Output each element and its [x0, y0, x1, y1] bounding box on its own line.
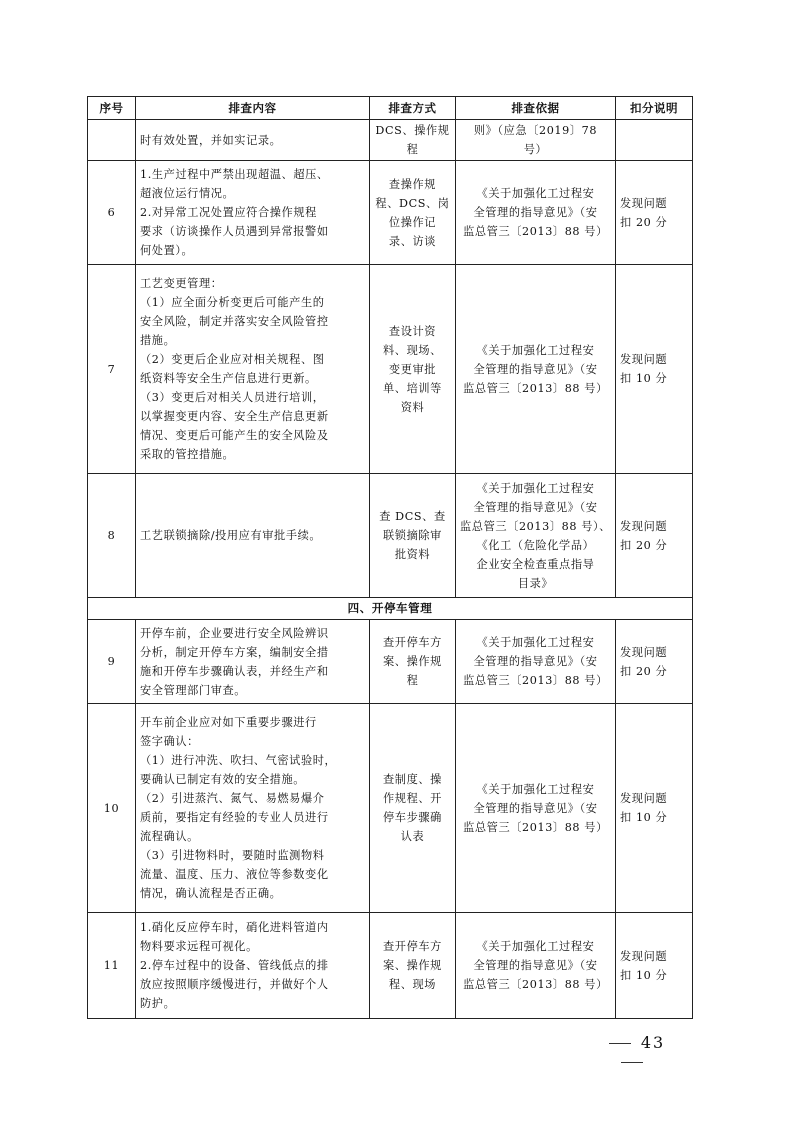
row-method-line: 资料	[400, 400, 425, 414]
row-method-line: 变更审批	[388, 362, 437, 376]
row-deduct	[616, 474, 693, 598]
row-content-line: 纸资料等安全生产信息进行更新。	[140, 372, 317, 385]
row-content	[136, 161, 370, 265]
row-deduct-line: 发现问题	[620, 353, 668, 366]
row-basis-line: 监总管三〔2013〕88 号）	[463, 674, 608, 687]
row-content-line: 开车前企业应对如下重要步骤进行	[140, 716, 317, 729]
row-deduct-line: 发现问题	[620, 792, 668, 805]
header-deduct: 扣分说明	[616, 97, 693, 120]
table-row	[88, 161, 693, 265]
row-basis-line: 全管理的指导意见》（安	[473, 801, 598, 815]
row-method-line: 查操作规	[388, 177, 437, 191]
header-no: 序号	[88, 97, 136, 120]
row-content-line: 签字确认：	[140, 735, 199, 748]
row-content-line: 质前，要指定有经验的专业人员进行	[140, 811, 329, 824]
row-number: 9	[88, 620, 136, 704]
row-basis-line: 监总管三〔2013〕88 号）、	[460, 519, 611, 533]
row-content-line: 放应按照顺序缓慢进行，并做好个人	[140, 978, 329, 991]
row-content-line: 以掌握变更内容、安全生产信息更新	[140, 410, 329, 423]
row-content-line: 开停车前，企业要进行安全风险辨识	[140, 626, 329, 640]
table-row	[88, 474, 693, 598]
row-method	[370, 913, 456, 1019]
row-method-line: 案、操作规	[383, 959, 442, 972]
row-content-line: （3）变更后对相关人员进行培训，	[140, 391, 325, 404]
row-number: 8	[88, 474, 136, 598]
row-basis	[456, 120, 616, 161]
row-content-line: 工艺联锁摘除/投用应有审批手续。	[140, 529, 322, 542]
row-method	[370, 161, 456, 265]
row-deduct	[616, 265, 693, 474]
row-deduct-line: 扣 20 分	[620, 664, 668, 678]
row-deduct	[616, 620, 693, 704]
row-basis-line: 则》（应急〔2019〕78	[473, 124, 598, 137]
row-basis	[456, 474, 616, 598]
row-content-line: 何处置）。	[140, 244, 194, 257]
row-number: 6	[88, 161, 136, 265]
row-deduct-line: 扣 10 分	[620, 811, 668, 824]
row-basis-line: 《关于加强化工过程安	[476, 343, 595, 357]
row-method-line: 停车步骤确	[383, 811, 442, 824]
row-method-line: 查 DCS、查	[379, 510, 446, 523]
row-basis-line: 号）	[523, 143, 548, 156]
row-method-line: 认表	[400, 830, 425, 843]
row-deduct-line: 发现问题	[620, 949, 668, 963]
row-method-line: 查开停车方	[383, 940, 442, 953]
row-content-line: 工艺变更管理：	[140, 277, 223, 290]
dash-left	[609, 1043, 631, 1044]
table-body-process	[88, 120, 693, 598]
row-deduct	[616, 704, 693, 913]
header-method: 排查方式	[370, 97, 456, 120]
row-method-line: 联锁摘除审	[383, 529, 442, 542]
header-basis: 排查依据	[456, 97, 616, 120]
row-method-line: 料、现场、	[383, 343, 442, 357]
row-deduct-line: 发现问题	[620, 645, 668, 659]
row-method-line: 录、访谈	[388, 234, 437, 248]
row-content-line: 采取的管控措施。	[140, 448, 235, 461]
row-method-line: 批资料	[394, 548, 431, 561]
row-content-line: 防护。	[140, 997, 176, 1010]
row-method-line: 位操作记	[388, 215, 437, 229]
row-number: 7	[88, 265, 136, 474]
row-content-line: 1.硝化反应停车时，硝化进料管道内	[140, 921, 329, 934]
row-content	[136, 265, 370, 474]
dash-right	[621, 1062, 643, 1063]
row-content-line: 物料要求远程可视化。	[140, 940, 258, 953]
row-basis-line: 全管理的指导意见》（安	[473, 500, 598, 514]
row-number: 11	[88, 913, 136, 1019]
table-row	[88, 620, 693, 704]
row-method-line: 查开停车方	[383, 636, 442, 649]
row-basis-line: 《关于加强化工过程安	[476, 940, 595, 953]
page-number: 43	[640, 1033, 666, 1052]
row-content-line: 安全风险，制定并落实安全风险管控	[140, 315, 329, 328]
table-row	[88, 913, 693, 1019]
row-basis-line: 企业安全检查重点指导	[476, 557, 595, 571]
row-content-line: 情况、变更后可能产生的安全风险及	[140, 429, 329, 442]
row-content-line: （1）应全面分析变更后可能产生的	[140, 296, 325, 309]
row-basis	[456, 913, 616, 1019]
row-basis	[456, 265, 616, 474]
row-method-line: 查制度、操	[383, 773, 442, 786]
row-content-line: 分析，制定开停车方案，编制安全措	[140, 645, 329, 659]
row-number	[88, 120, 136, 161]
row-content-line: （2）变更后企业应对相关规程、图	[140, 353, 325, 366]
row-content-line: 施和开停车步骤确认表，并经生产和	[140, 664, 329, 678]
row-content-line: 流量、温度、压力、液位等参数变化	[140, 868, 329, 881]
row-deduct	[616, 913, 693, 1019]
row-method-line: 程	[406, 674, 419, 687]
row-basis-line: 全管理的指导意见》（安	[473, 655, 598, 668]
row-method	[370, 704, 456, 913]
row-basis-line: 《关于加强化工过程安	[476, 782, 595, 796]
row-content-line: （3）引进物料时，要随时监测物料	[140, 849, 325, 862]
row-deduct	[616, 120, 693, 161]
row-method	[370, 265, 456, 474]
row-content-line: 情况，确认流程是否正确。	[140, 887, 282, 900]
row-deduct-line: 扣 20 分	[620, 538, 668, 552]
row-method	[370, 474, 456, 598]
row-method-line: 案、操作规	[383, 655, 442, 668]
row-method-line: 单、培训等	[383, 381, 442, 395]
row-basis-line: 《关于加强化工过程安	[476, 187, 595, 200]
row-method	[370, 620, 456, 704]
row-basis-line: 监总管三〔2013〕88 号）	[463, 381, 608, 395]
row-basis	[456, 161, 616, 265]
inspection-table	[87, 96, 693, 1019]
page-number-footer	[582, 1033, 682, 1071]
row-method	[370, 120, 456, 161]
table-header-row	[88, 97, 693, 120]
row-content	[136, 913, 370, 1019]
row-content-line: 2.对异常工况处置应符合操作规程	[140, 206, 317, 219]
table-body-startup	[88, 620, 693, 1019]
row-basis-line: 《关于加强化工过程安	[476, 636, 595, 649]
row-content-line: 1.生产过程中严禁出现超温、超压、	[140, 168, 329, 181]
row-content-line: 措施。	[140, 334, 176, 347]
header-content: 排查内容	[136, 97, 370, 120]
row-number: 10	[88, 704, 136, 913]
row-basis-line: 全管理的指导意见》（安	[473, 959, 598, 972]
row-method-line: 程	[406, 143, 419, 156]
row-method-line: 查设计资	[388, 324, 437, 338]
row-method-line: 程、DCS、岗	[375, 196, 450, 210]
row-deduct-line: 扣 10 分	[620, 372, 668, 385]
row-content	[136, 474, 370, 598]
row-basis	[456, 704, 616, 913]
section-row	[88, 598, 693, 620]
row-basis	[456, 620, 616, 704]
table-section	[88, 598, 693, 620]
row-content-line: 2.停车过程中的设备、管线低点的排	[140, 959, 329, 972]
row-method-line: 作规程、开	[383, 792, 442, 805]
row-content	[136, 620, 370, 704]
section-title: 四、开停车管理	[88, 598, 693, 620]
row-content-line: 时有效处置，并如实记录。	[140, 133, 282, 147]
row-deduct-line: 发现问题	[620, 196, 668, 210]
row-basis-line: 目录》	[517, 576, 554, 590]
row-content-line: 要确认已制定有效的安全措施。	[140, 773, 306, 786]
table-row	[88, 265, 693, 474]
row-basis-line: 全管理的指导意见》（安	[473, 206, 598, 219]
row-basis-line: 《化工（危险化学品）	[476, 538, 595, 552]
row-method-line: DCS、操作规	[375, 124, 450, 137]
row-content-line: 流程确认。	[140, 830, 199, 843]
row-deduct	[616, 161, 693, 265]
row-content-line: 安全管理部门审查。	[140, 683, 247, 697]
row-content-line: 要求（访谈操作人员遇到异常报警如	[140, 225, 329, 238]
table-row	[88, 704, 693, 913]
row-deduct-line: 扣 10 分	[620, 968, 668, 982]
row-basis-line: 全管理的指导意见》（安	[473, 362, 598, 376]
row-content	[136, 704, 370, 913]
table-row	[88, 120, 693, 161]
row-content-line: （1）进行冲洗、吹扫、气密试验时，	[140, 754, 337, 767]
row-method-line: 程、现场	[388, 978, 437, 991]
row-basis-line: 监总管三〔2013〕88 号）	[463, 820, 608, 834]
row-content-line: （2）引进蒸汽、氮气、易燃易爆介	[140, 792, 325, 805]
row-content	[136, 120, 370, 161]
row-basis-line: 监总管三〔2013〕88 号）	[463, 225, 608, 238]
row-deduct-line: 扣 20 分	[620, 215, 668, 229]
row-content-line: 超液位运行情况。	[140, 187, 235, 200]
row-basis-line: 监总管三〔2013〕88 号）	[463, 978, 608, 991]
row-deduct-line: 发现问题	[620, 519, 668, 533]
row-basis-line: 《关于加强化工过程安	[476, 481, 595, 495]
